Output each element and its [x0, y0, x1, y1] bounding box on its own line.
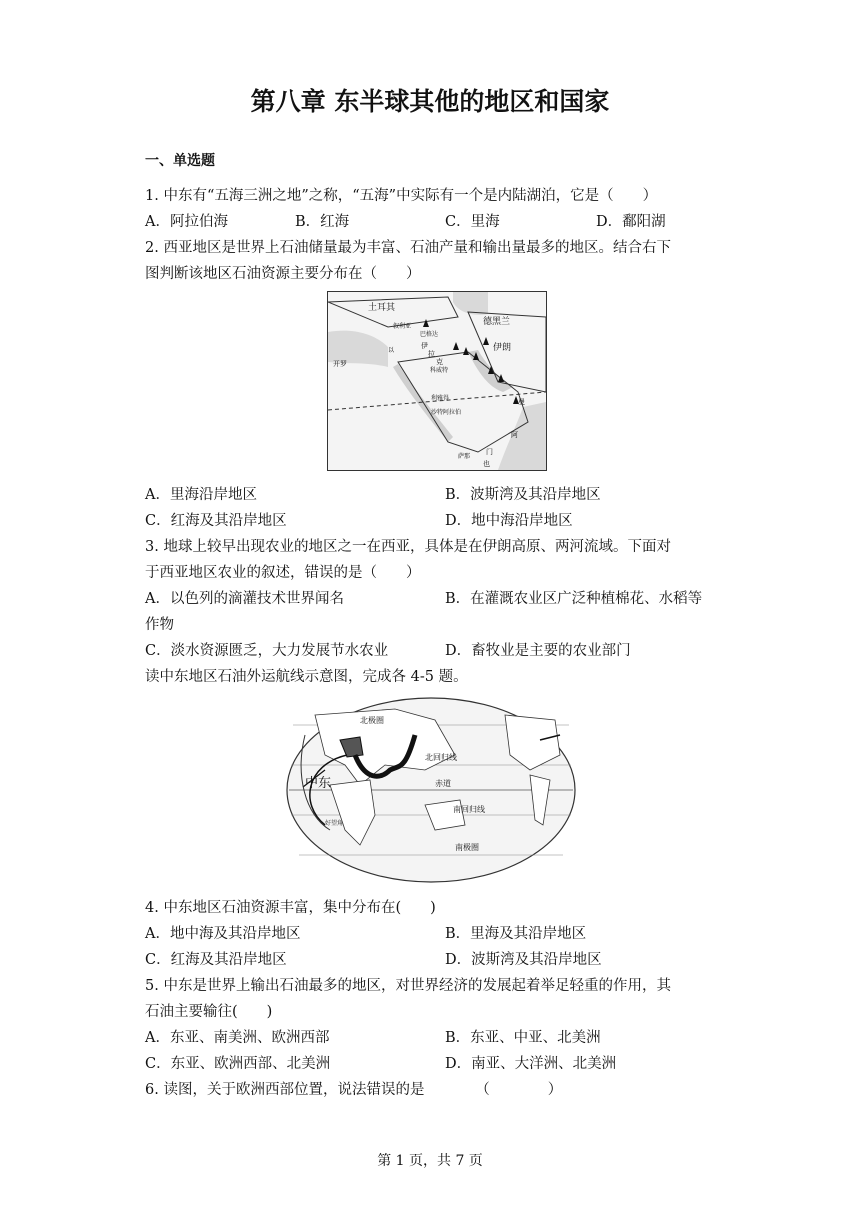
- q1-option-d: D．鄱阳湖: [596, 214, 666, 230]
- map1-label: 拉: [428, 350, 435, 358]
- q4-option-b: B．里海及其沿岸地区: [445, 926, 587, 942]
- map1-label: 门: [486, 448, 493, 456]
- q2-option-a: A．里海沿岸地区: [145, 487, 257, 503]
- map1-label: 萨那: [458, 453, 471, 460]
- q1-option-b: B．红海: [295, 214, 350, 230]
- q45-intro: 读中东地区石油外运航线示意图，完成各 4-5 题。: [145, 669, 468, 685]
- q3-option-b-cont: 作物: [145, 617, 174, 633]
- q3-option-a: A．以色列的滴灌技术世界闻名: [145, 591, 344, 607]
- q3-option-c: C．淡水资源匮乏，大力发展节水农业: [145, 643, 389, 659]
- q5-stem-line1: 5. 中东是世界上输出石油最多的地区，对世界经济的发展起着举足轻重的作用，其: [145, 978, 671, 994]
- map1-label: 科威特: [430, 367, 449, 374]
- q6-stem: 6. 读图，关于欧洲西部位置，说法错误的是 （ ）: [145, 1082, 563, 1098]
- q2-option-b: B．波斯湾及其沿岸地区: [445, 487, 601, 503]
- q4-option-c: C．红海及其沿岸地区: [145, 952, 287, 968]
- map1-label: 土耳其: [368, 303, 396, 313]
- q5-option-d: D．南亚、大洋洲、北美洲: [445, 1056, 617, 1072]
- map1-label: 叙利亚: [393, 323, 412, 330]
- page-title: 第八章 东半球其他的地区和国家: [250, 87, 610, 116]
- q2-option-d: D．地中海沿岸地区: [445, 513, 573, 529]
- q4-stem: 4. 中东地区石油资源丰富，集中分布在( ): [145, 900, 436, 916]
- q3-option-b: B．在灌溉农业区广泛种植棉花、水稻等: [445, 591, 703, 607]
- q1-stem: 1. 中东有“五海三洲之地”之称，“五海”中实际有一个是内陆湖泊，它是（ ）: [145, 188, 658, 204]
- oil-route-world-map: [285, 695, 577, 885]
- q3-stem-line1: 3. 地球上较早出现农业的地区之一在西亚，具体是在伊朗高原、两河流域。下面对: [145, 539, 671, 555]
- map1-label: 巴格达: [420, 331, 439, 338]
- map1-label: 克: [436, 358, 443, 366]
- section-heading: 一、单选题: [145, 153, 215, 169]
- map1-label: 开罗: [333, 360, 347, 368]
- q5-option-c: C．东亚、欧洲西部、北美洲: [145, 1056, 331, 1072]
- q4-option-a: A．地中海及其沿岸地区: [145, 926, 301, 942]
- q3-option-d: D．畜牧业是主要的农业部门: [445, 643, 631, 659]
- q1-option-a: A．阿拉伯海: [145, 214, 228, 230]
- middle-east-oil-map: [327, 291, 547, 471]
- q5-stem-line2: 石油主要输往( ): [145, 1004, 273, 1020]
- map1-label: 曼: [518, 398, 525, 406]
- q1-option-c: C．里海: [445, 214, 500, 230]
- map1-label: 伊: [421, 342, 428, 350]
- map1-label: 沙特阿拉伯: [431, 409, 462, 416]
- map2-label: 中东: [305, 776, 332, 791]
- map1-label: 以: [388, 347, 395, 354]
- map2-label: 好望角: [325, 820, 344, 827]
- q2-stem-line2: 图判断该地区石油资源主要分布在（ ）: [145, 266, 421, 282]
- map2-label: 赤道: [435, 779, 451, 788]
- q3-stem-line2: 于西亚地区农业的叙述，错误的是（ ）: [145, 565, 421, 581]
- map2-label: 北极圈: [360, 716, 384, 725]
- q2-stem-line1: 2. 西亚地区是世界上石油储量最为丰富、石油产量和输出量最多的地区。结合右下: [145, 240, 671, 256]
- map1-label: 利雅得: [431, 395, 450, 402]
- q5-option-a: A．东亚、南美洲、欧洲西部: [145, 1030, 330, 1046]
- map1-label: 阿: [511, 431, 518, 439]
- q2-option-c: C．红海及其沿岸地区: [145, 513, 287, 529]
- map1-label: 也: [483, 460, 490, 468]
- map2-label: 南回归线: [453, 805, 485, 814]
- map1-label: 德黑兰: [483, 317, 511, 327]
- map1-label: 伊朗: [493, 343, 512, 353]
- q4-option-d: D．波斯湾及其沿岸地区: [445, 952, 602, 968]
- q5-option-b: B．东亚、中亚、北美洲: [445, 1030, 601, 1046]
- map2-label: 南极圈: [455, 843, 479, 852]
- map2-label: 北回归线: [425, 753, 457, 762]
- page-footer: 第 1 页，共 7 页: [377, 1153, 483, 1169]
